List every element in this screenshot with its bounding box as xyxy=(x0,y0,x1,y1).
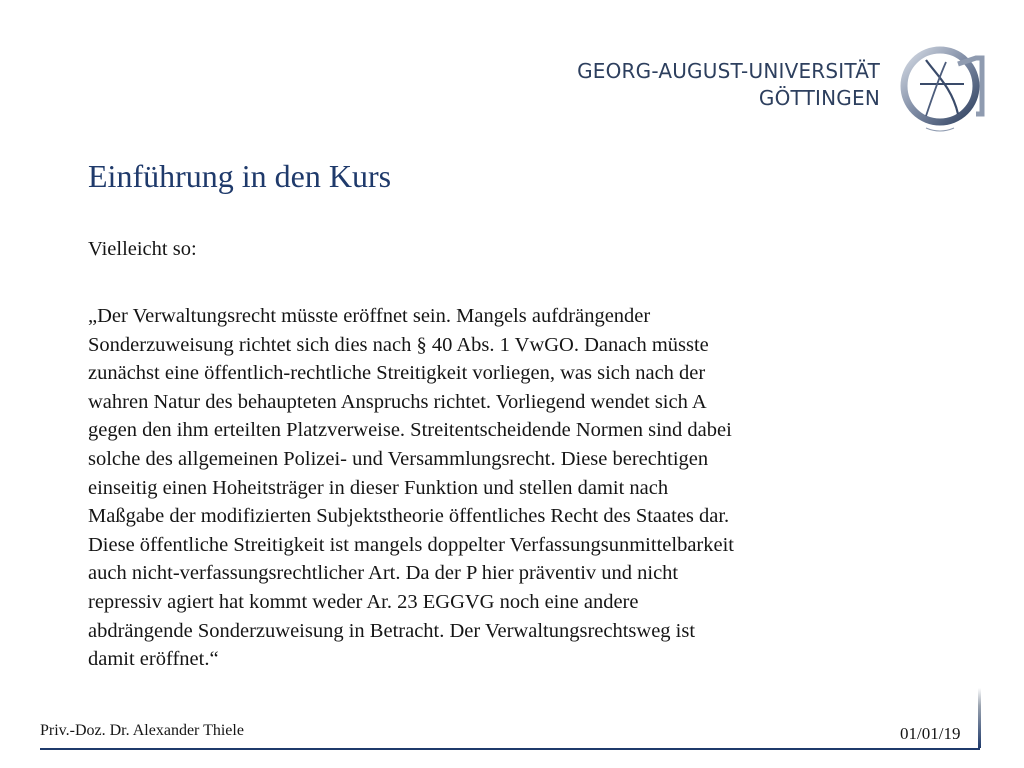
quote-line: repressiv agiert hat kommt weder Ar. 23 EGGVG noch eine andere xyxy=(88,590,639,613)
university-seal-logo xyxy=(896,44,992,136)
quote-line: abdrängende Sonderzuweisung in Betracht. Der Verwaltungsrechtsweg ist xyxy=(88,619,696,642)
footer-date: 01/01/19 xyxy=(900,724,961,743)
university-name-line1: GEORG-AUGUST-UNIVERSITÄT xyxy=(577,59,880,83)
footer-author: Priv.-Doz. Dr. Alexander Thiele xyxy=(40,722,244,739)
quote-line: Sonderzuweisung richtet sich dies nach § 40 Abs. 1 VwGO. Danach müsste xyxy=(88,333,709,356)
quote-paragraph xyxy=(88,302,958,674)
quote-line: „Der Verwaltungsrecht müsste eröffnet sein. Mangels aufdrängender xyxy=(88,305,651,327)
intro-text: Vielleicht so: xyxy=(88,238,197,260)
footer-divider xyxy=(40,748,980,750)
quote-line: zunächst eine öffentlich-rechtliche Streitigkeit vorliegen, was sich nach der xyxy=(88,362,706,385)
quote-line: wahren Natur des behaupteten Anspruchs richtet. Vorliegend wendet sich A xyxy=(88,390,707,413)
quote-line: Diese öffentliche Streitigkeit ist mangels doppelter Verfassungsunmittelbarkeit xyxy=(88,533,734,556)
quote-line: einseitig einen Hoheitsträger in dieser Funktion und stellen damit nach xyxy=(88,476,669,499)
quote-line: solche des allgemeinen Polizei- und Versammlungsrecht. Diese berechtigen xyxy=(88,447,709,470)
university-name xyxy=(577,58,880,112)
quote-line: auch nicht-verfassungsrechtlicher Art. Da der P hier präventiv und nicht xyxy=(88,562,679,585)
university-name-line2: GÖTTINGEN xyxy=(758,86,880,110)
quote-line: damit eröffnet.“ xyxy=(88,648,219,671)
footer-accent-bar xyxy=(978,688,981,748)
quote-line: gegen den ihm erteilten Platzverweise. Streitentscheidende Normen sind dabei xyxy=(88,419,732,442)
quote-line: Maßgabe der modifizierten Subjektstheorie öffentliches Recht des Staates dar. xyxy=(88,505,730,528)
slide-title: Einführung in den Kurs xyxy=(88,158,392,194)
